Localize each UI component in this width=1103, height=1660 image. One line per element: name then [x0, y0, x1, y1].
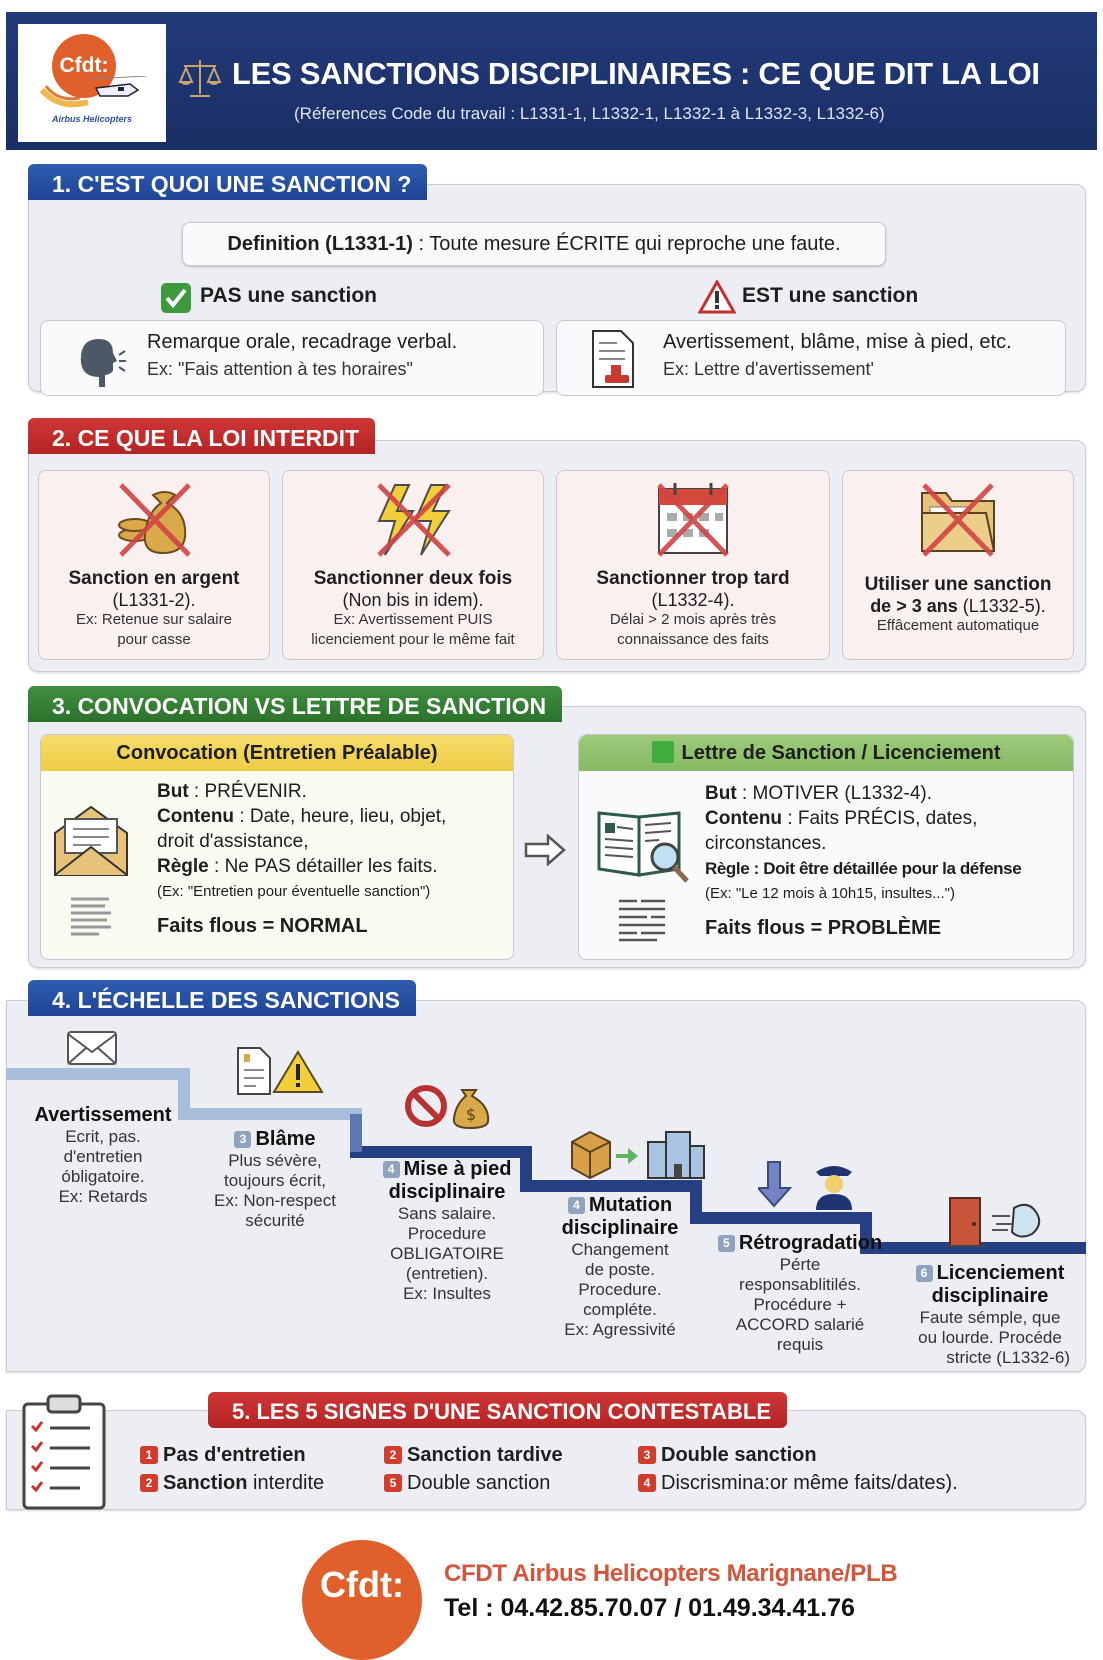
money-bag-icon: [109, 479, 199, 559]
logo-circle: Cfdt:: [52, 34, 116, 98]
contenu-text: : Faits PRÉCIS, dates,: [782, 808, 978, 829]
sign-2: [140, 1472, 324, 1495]
step-avertissement: [28, 1104, 178, 1207]
step-line: Procedure: [407, 1224, 487, 1243]
sanction-letter-example: (Ex: "Le 12 mois à 10h15, insultes..."): [705, 885, 955, 902]
forbidden-ref: (L1332-4).: [651, 590, 735, 610]
but-label: But: [157, 781, 189, 802]
step-line: compléte.: [583, 1300, 657, 1319]
page-subtitle: (Réferences Code du travail : L1331-1, L1332-1, L1332-1 à L1332-3, L1332-6): [294, 104, 885, 123]
forbidden-example: Effâcement automatique: [876, 617, 1040, 634]
sign-3: [384, 1444, 563, 1467]
step-title-2: disciplinaire: [388, 1181, 506, 1203]
step-title: Mise à pied: [403, 1158, 512, 1180]
forbidden-title: Sanctionner trop tard: [596, 568, 790, 589]
sanction-letter-card: [578, 734, 1074, 960]
sanction-letter-footer: Faits flous = PROBLÈME: [705, 917, 942, 939]
sign-bold: Sanction tardive: [407, 1444, 563, 1466]
but-label: But: [705, 783, 737, 804]
step-line: Faute sémple, que: [919, 1308, 1061, 1327]
step-line: de poste.: [585, 1260, 655, 1279]
door-exit-icon: [944, 1196, 1044, 1248]
step-badge: 3: [234, 1131, 251, 1148]
step-line: d'entretien: [63, 1147, 143, 1166]
forbidden-title-2: de > 3 ans: [870, 596, 958, 616]
regle-text: : Ne PAS détailler les faits.: [208, 856, 438, 877]
sign-number: 4: [638, 1474, 656, 1492]
sign-number: 2: [140, 1474, 158, 1492]
regle-text: Règle : Doit être détaillée pour la défense: [705, 859, 1022, 878]
swoosh-decoration: [40, 84, 90, 110]
step-title: Avertissement: [34, 1104, 172, 1126]
forbidden-example-2: connaissance des faits: [617, 631, 769, 648]
step-line: Ex: Agressivité: [564, 1320, 676, 1339]
step-mutation: [540, 1194, 700, 1340]
forbidden-card-old: [842, 470, 1074, 660]
step-title-2: disciplinaire: [931, 1285, 1049, 1307]
section-2-tab: 2. CE QUE LA LOI INTERDIT: [28, 418, 375, 454]
sign-bold: Double sanction: [661, 1444, 817, 1466]
step-retrogradation: [710, 1232, 890, 1355]
envelope-outline-icon: [66, 1030, 118, 1066]
step-badge: 4: [568, 1197, 585, 1214]
forbidden-example: Ex: Avertissement PUIS: [333, 611, 493, 628]
helicopter-icon: [88, 76, 148, 100]
step-line: Plus sévère,: [228, 1151, 322, 1170]
step-line: Procédure +: [753, 1295, 847, 1314]
definition-box: [182, 222, 886, 266]
definition-label: Definition (L1331-1): [227, 233, 413, 255]
forbidden-ref: (Non bis in idem).: [342, 590, 484, 610]
step-line: Ex: Non-respect: [214, 1191, 336, 1210]
sign-number: 2: [384, 1446, 402, 1464]
contenu-text: : Date, heure, lieu, objet,: [234, 806, 447, 827]
forbidden-example: Ex: Retenue sur salaire: [76, 611, 232, 628]
step-line: ACCORD salarié: [735, 1315, 865, 1334]
sign-text: interdite: [247, 1472, 325, 1494]
no-pay-icon: [404, 1082, 494, 1130]
warning-icon: [698, 280, 736, 314]
sanction-letter-header: [579, 735, 1073, 771]
is-sanction-card: [556, 320, 1066, 396]
header-banner: [6, 12, 1097, 150]
step-badge: 4: [383, 1161, 400, 1178]
forbidden-card-double: [282, 470, 544, 660]
step-line: ou lourde. Procéde: [918, 1328, 1062, 1347]
contenu-label: Contenu: [157, 806, 235, 827]
speaking-head-icon: [69, 333, 129, 389]
page-title: LES SANCTIONS DISCIPLINAIRES : CE QUE DIT LA LOI: [232, 56, 1040, 91]
forbidden-example: Délai > 2 mois après très: [609, 611, 777, 628]
contenu-text-2: circonstances.: [705, 833, 827, 854]
forbidden-title: Sanction en argent: [68, 568, 240, 589]
forbidden-title: Utiliser une sanction: [864, 574, 1052, 595]
step-line: (entretien).: [405, 1264, 489, 1283]
step-title: Mutation: [588, 1194, 673, 1216]
step-line: requis: [776, 1335, 824, 1354]
step-line: Changement: [571, 1240, 669, 1259]
sign-6: [638, 1472, 958, 1495]
is-sanction-example: Ex: Lettre d'avertissement': [663, 359, 874, 379]
envelope-icon: [51, 801, 131, 881]
svg-text:$: $: [465, 1105, 477, 1124]
not-sanction-heading: PAS une sanction: [200, 284, 377, 307]
step-line: Ex: Retards: [58, 1187, 148, 1206]
folder-icon: [916, 479, 1000, 559]
sanction-letter-title: Lettre de Sanction / Licenciement: [681, 742, 1001, 764]
sign-number: 1: [140, 1446, 158, 1464]
is-sanction-heading: EST une sanction: [742, 284, 919, 307]
demotion-icon: [758, 1160, 858, 1212]
convocation-footer: Faits flous = NORMAL: [157, 915, 368, 937]
forbidden-ref: (L1331-2).: [112, 590, 196, 610]
sign-bold: Sanction: [163, 1472, 248, 1494]
section-4-tab: 4. L'ÉCHELLE DES SANCTIONS: [28, 980, 416, 1016]
forbidden-title: Sanctionner deux fois: [313, 568, 513, 589]
forbidden-card-late: [556, 470, 830, 660]
green-square-icon: [652, 741, 674, 763]
step-line: toujours écrit,: [223, 1171, 327, 1190]
sign-number: 5: [384, 1474, 402, 1492]
forbidden-example-2: licenciement pour le même fait: [311, 631, 515, 648]
step-title: Blâme: [255, 1128, 316, 1150]
scales-of-justice-icon: [178, 56, 222, 100]
step-line: stricte (L1332-6): [946, 1348, 1070, 1367]
calendar-icon: [653, 479, 733, 559]
sign-text: Discrismina:or même faits/dates).: [661, 1472, 958, 1494]
step-line: OBLIGATOIRE: [390, 1244, 504, 1263]
stamped-document-icon: [591, 329, 639, 389]
sanction-letter-body: [705, 781, 1021, 941]
sign-number: 3: [638, 1446, 656, 1464]
but-text: : MOTIVER (L1332-4).: [736, 783, 932, 804]
cfdt-logo: [18, 24, 166, 142]
step-line: Sans salaire.: [397, 1204, 497, 1223]
convocation-body: [157, 779, 446, 939]
step-licenciement: [900, 1262, 1080, 1368]
document-warning-icon: [236, 1046, 326, 1096]
step-line: Pérte: [779, 1255, 821, 1274]
definition-text: : Toute mesure ÉCRITE qui reproche une faute.: [412, 233, 841, 255]
step-title: Licenciement: [936, 1262, 1065, 1284]
forbidden-ref: (L1332-5).: [957, 596, 1046, 616]
step-line: Procedure.: [578, 1280, 662, 1299]
is-sanction-line-1: Avertissement, blâme, mise à pied, etc.: [663, 331, 1012, 353]
footer-cfdt-logo: Cfdt:: [302, 1540, 422, 1660]
clipboard-checklist-icon: [20, 1392, 110, 1510]
blurred-text-icon: [69, 895, 115, 941]
mutation-icon: [568, 1128, 708, 1180]
check-icon: [160, 282, 192, 314]
step-line: Ecrit, pas.: [65, 1127, 141, 1146]
text-lines-icon: [617, 897, 669, 943]
contenu-label: Contenu: [705, 808, 783, 829]
sign-bold: Pas d'entretien: [163, 1444, 306, 1466]
convocation-header: Convocation (Entretien Préalable): [41, 735, 513, 771]
step-line: responsablitilés.: [739, 1275, 861, 1294]
sign-text: Double sanction: [407, 1472, 551, 1494]
footer-organization: CFDT Airbus Helicopters Marignane/PLB: [444, 1560, 898, 1587]
step-badge: 5: [718, 1235, 735, 1252]
contenu-text-2: droit d'assistance,: [157, 831, 309, 852]
step-line: Ex: Insultes: [403, 1284, 491, 1303]
footer-phone: Tel : 04.42.85.70.07 / 01.49.34.41.76: [444, 1594, 855, 1622]
step-line: sécurité: [245, 1211, 305, 1230]
step-mise-a-pied: [372, 1158, 522, 1304]
sign-5: [638, 1444, 817, 1467]
step-title: Rétrogradation: [738, 1232, 883, 1254]
not-sanction-card: [40, 320, 544, 396]
section-3-tab: 3. CONVOCATION VS LETTRE DE SANCTION: [28, 686, 562, 722]
convocation-card: [40, 734, 514, 960]
step-blame: [200, 1128, 350, 1231]
step-title-2: disciplinaire: [561, 1217, 679, 1239]
sign-1: [140, 1444, 306, 1467]
sign-4: [384, 1472, 550, 1495]
step-line: óbligatoire.: [61, 1167, 145, 1186]
regle-label: Règle: [157, 856, 209, 877]
not-sanction-line-1: Remarque orale, recadrage verbal.: [147, 331, 458, 353]
step-badge: 6: [916, 1265, 933, 1282]
logo-caption: Airbus Helicopters: [51, 114, 133, 124]
forbidden-card-money: [38, 470, 270, 660]
arrow-right-icon: [524, 834, 566, 866]
book-magnifier-icon: [595, 803, 691, 887]
forbidden-example-2: pour casse: [117, 631, 191, 648]
convocation-example: (Ex: "Entretien pour éventuelle sanction"): [157, 883, 431, 900]
section-1-tab: 1. C'EST QUOI UNE SANCTION ?: [28, 164, 427, 200]
section-5-tab: 5. LES 5 SIGNES D'UNE SANCTION CONTESTABLE: [208, 1392, 787, 1428]
but-text: : PRÉVENIR.: [188, 781, 307, 802]
lightning-icon: [365, 479, 461, 559]
not-sanction-example: Ex: "Fais attention à tes horaires": [147, 359, 413, 379]
